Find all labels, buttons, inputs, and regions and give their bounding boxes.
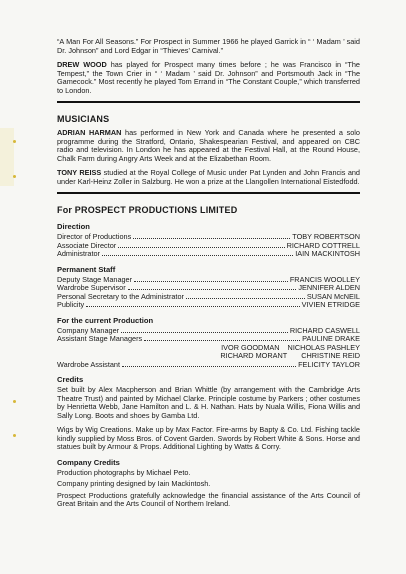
staff-role: Wardrobe Assistant — [57, 359, 120, 369]
staff-role: Personal Secretary to the Administrator — [57, 291, 184, 301]
staff-role: Administrator — [57, 249, 100, 258]
staff-role: Deputy Stage Manager — [57, 274, 133, 284]
musician-tony — [57, 169, 360, 186]
staff-row — [57, 361, 360, 370]
cast-paragraph: “A Man For All Seasons.” For Prospect in Summer 1966 he played Garrick in “ ‘ Madam ’ said Dr. Johnson” and Lord Edgar in “Thieves’ Carnival.” — [57, 37, 360, 55]
leader-dots — [134, 276, 288, 282]
staff-name: FRANCIS WOOLLEY — [289, 274, 360, 284]
current-production-heading: For the current Production — [57, 315, 154, 325]
company-credit: Company printing designed by Iain Mackintosh. — [57, 479, 211, 488]
programme-page — [57, 38, 360, 515]
leader-dots — [128, 284, 297, 290]
drew-name: DREW WOOD — [57, 60, 107, 69]
paper-stain — [0, 128, 14, 186]
staff-name: RICHARD MORANT — [220, 351, 288, 360]
leader-dots — [102, 250, 293, 256]
staff-name: NICHOLAS PASHLEY — [287, 342, 360, 352]
musician-adrian — [57, 129, 360, 163]
credits-paragraph: Set built by Alex Macpherson and Brian Whittle (by arrangement with the Cambridge Arts Theatre Trust) and painted by Michael Clarke. Principle costume by Parkers ; other costumes by Henrietta Webb, Jane Hamilton and L. & H. Nathan. Hats by Nuala Willis, Fiona Willis and Sally Long. Boots and shoes by Gamba Ltd. — [57, 385, 360, 420]
staff-name: FELICITY TAYLOR — [298, 359, 360, 369]
tony-name: TONY REISS — [57, 168, 102, 177]
staff-role: Assistant Stage Managers — [57, 334, 143, 343]
staff-row — [57, 250, 360, 259]
staff-name: RICHARD CASWELL — [289, 325, 360, 335]
staff-role: Wardrobe Supervisor — [57, 283, 126, 292]
current-production-list — [57, 327, 360, 370]
direction-heading: Direction — [57, 222, 90, 231]
staff-role: Associate Director — [57, 240, 117, 250]
staff-role: Publicity — [57, 300, 85, 309]
staff-name: PAULINE DRAKE — [302, 334, 360, 343]
staff-name: VIVIEN ETRIDGE — [301, 300, 360, 309]
cast-paragraph-drew — [57, 61, 360, 95]
staff-name: JENNIFER ALDEN — [298, 283, 360, 292]
staff-name: RICHARD COTTRELL — [286, 240, 360, 250]
staff-name: CHRISTINE REID — [301, 351, 360, 360]
margin-mark — [13, 400, 16, 403]
staff-name: IAIN MACKINTOSH — [295, 249, 360, 258]
prospect-heading: For PROSPECT PRODUCTIONS LIMITED — [57, 205, 238, 215]
permanent-staff-list — [57, 276, 360, 310]
permanent-staff-heading: Permanent Staff — [57, 264, 116, 274]
staff-row — [57, 301, 360, 310]
margin-mark — [13, 140, 16, 143]
drew-text: has played for Prospect many times before ; he was Francisco in “The Tempest,” the Town Crier in “ ‘ Madam ’ said Dr. Johnson” and Portsmouth Jack in “The Gamecock.” Most recently he played Tom Errand in “The Constant Couple,” which transferred to London. — [57, 60, 360, 95]
leader-dots — [144, 335, 300, 341]
staff-role: Company Manager — [57, 325, 120, 335]
direction-list — [57, 233, 360, 259]
adrian-text: has performed in New York and Canada where he presented a solo programme during the Stratford, Ontario, Shakespearian Festival, and appeared on CBC radio and television. In London he has appeared at the Festival Hall, at the Round House, Chalk Farm during Angry Arts Week and at the Elizabethan Room. — [57, 128, 360, 163]
staff-name: TOBY ROBERTSON — [292, 232, 360, 241]
leader-dots — [186, 293, 305, 299]
divider — [57, 192, 360, 194]
company-credits-heading: Company Credits — [57, 457, 120, 467]
margin-mark — [13, 175, 16, 178]
leader-dots — [86, 301, 299, 307]
staff-name: IVOR GOODMAN — [221, 342, 280, 352]
company-credit: Production photographs by Michael Peto. — [57, 467, 191, 477]
staff-role: Director of Productions — [57, 232, 132, 241]
leader-dots — [122, 361, 296, 367]
leader-dots — [118, 242, 284, 248]
margin-mark — [13, 434, 16, 437]
leader-dots — [121, 327, 288, 333]
credits-paragraph: Wigs by Wig Creations. Make up by Max Factor. Fire-arms by Bapty & Co. Ltd. Fishing tackle kindly supplied by Moss Bros. of Covent Garden. Swords by Robert White & Sons. Horse and statues built by Armour & Props. Additional Lighting by Watts & Corry. — [57, 425, 360, 451]
adrian-name: ADRIAN HARMAN — [57, 128, 122, 137]
divider — [57, 101, 360, 103]
credits-heading: Credits — [57, 375, 84, 384]
leader-dots — [133, 233, 290, 239]
musicians-heading: MUSICIANS — [57, 114, 110, 124]
staff-name: SUSAN McNEIL — [306, 291, 360, 301]
tony-text: studied at the Royal College of Music under Pat Lynden and John Francis and under Karl-Heinz Zoller in Salzburg. He won a prize at the Llangollen International Eistedfodd. — [57, 168, 360, 186]
company-credit: Prospect Productions gratefully acknowledge the financial assistance of the Arts Council of Great Britain and the Arts Council of Northern Ireland. — [57, 490, 360, 508]
